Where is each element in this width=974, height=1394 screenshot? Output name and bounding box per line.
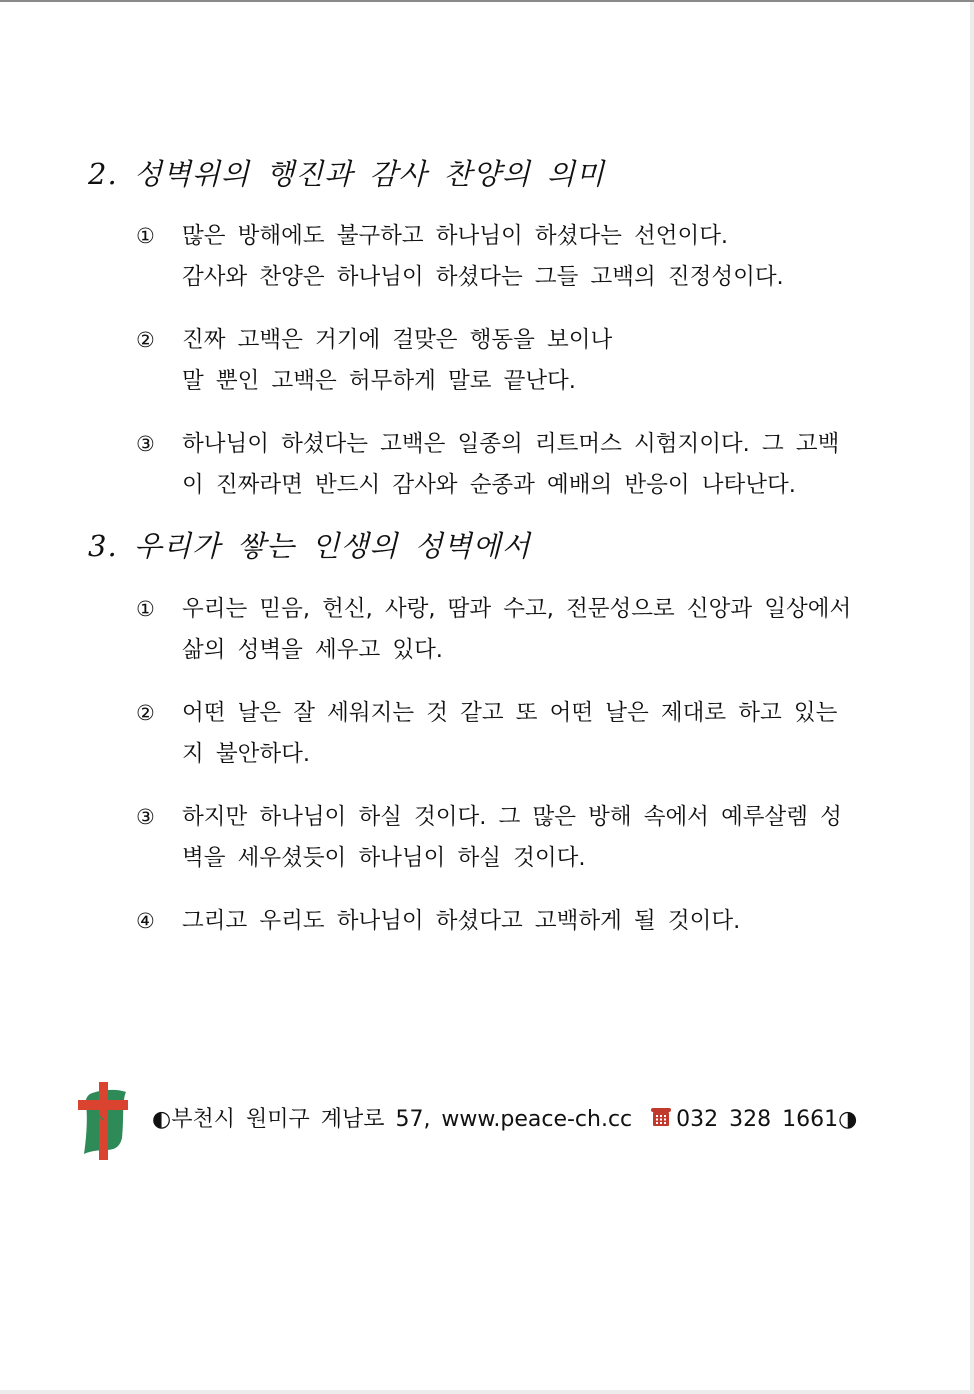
- section-3-item-1: [136, 589, 886, 671]
- footer-address: ◐부천시 원미구 계남로 57, www.peace-ch.cc: [152, 1107, 633, 1132]
- footer-contact: [152, 1102, 857, 1133]
- section-3-heading: 3. 우리가 쌓는 인생의 성벽에서: [88, 529, 531, 563]
- section-3-item-2: [136, 693, 886, 775]
- item-number: ③: [136, 432, 155, 456]
- section-2-item-2: [136, 320, 886, 402]
- item-number: ①: [136, 224, 155, 248]
- section-2-item-3: [136, 424, 886, 506]
- item-line: 어떤 날은 잘 세워지는 것 같고 또 어떤 날은 제대로 하고 있는: [182, 700, 838, 726]
- item-line: 지 불안하다.: [182, 741, 310, 767]
- section-2-heading: 2. 성벽위의 행진과 감사 찬양의 의미: [88, 157, 605, 191]
- section-3-item-4: [136, 901, 886, 942]
- footer-phone: 032 328 1661◑: [676, 1107, 858, 1132]
- document-page: [0, 2, 970, 1390]
- item-number: ②: [136, 328, 155, 352]
- item-number: ③: [136, 805, 155, 829]
- item-line: 우리는 믿음, 헌신, 사랑, 땀과 수고, 전문성으로 신앙과 일상에서: [182, 596, 852, 622]
- item-line: 벽을 세우셨듯이 하나님이 하실 것이다.: [182, 845, 586, 871]
- item-line: 하나님이 하셨다는 고백은 일종의 리트머스 시험지이다. 그 고백: [182, 431, 840, 457]
- item-line: 말 뿐인 고백은 허무하게 말로 끝난다.: [182, 368, 576, 394]
- item-line: 그리고 우리도 하나님이 하셨다고 고백하게 될 것이다.: [182, 908, 741, 934]
- section-2-item-1: [136, 216, 886, 298]
- item-line: 감사와 찬양은 하나님이 하셨다는 그들 고백의 진정성이다.: [182, 264, 784, 290]
- item-number: ②: [136, 701, 155, 725]
- item-number: ①: [136, 597, 155, 621]
- item-number: ④: [136, 909, 155, 933]
- telephone-icon: [650, 1106, 672, 1128]
- item-line: 진짜 고백은 거기에 걸맞은 행동을 보이나: [182, 327, 613, 353]
- church-cross-scroll-logo-icon: [76, 1080, 130, 1162]
- church-footer: [76, 1080, 896, 1162]
- item-line: 삶의 성벽을 세우고 있다.: [182, 637, 443, 663]
- item-line: 많은 방해에도 불구하고 하나님이 하셨다는 선언이다.: [182, 223, 729, 249]
- item-line: 이 진짜라면 반드시 감사와 순종과 예배의 반응이 나타난다.: [182, 472, 796, 498]
- section-3-item-3: [136, 797, 886, 879]
- item-line: 하지만 하나님이 하실 것이다. 그 많은 방해 속에서 예루살렘 성: [182, 804, 842, 830]
